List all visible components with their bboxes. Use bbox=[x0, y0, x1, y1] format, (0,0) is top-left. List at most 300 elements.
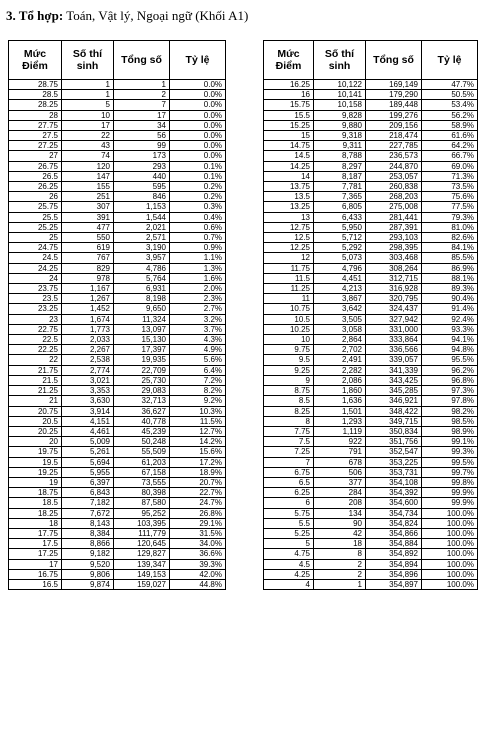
cell-score: 8.25 bbox=[264, 406, 314, 416]
table-row bbox=[264, 284, 478, 294]
cell-total: 29,083 bbox=[114, 386, 170, 396]
header-count: Số thí sinh bbox=[62, 41, 114, 80]
cell-count: 829 bbox=[62, 263, 114, 273]
header-ratio: Tỷ lệ bbox=[422, 41, 478, 80]
cell-total: 34 bbox=[114, 120, 170, 130]
cell-count: 1,452 bbox=[62, 304, 114, 314]
table-row bbox=[9, 539, 226, 549]
cell-ratio: 0.9% bbox=[170, 243, 226, 253]
cell-count: 2,538 bbox=[62, 355, 114, 365]
cell-ratio: 9.2% bbox=[170, 396, 226, 406]
cell-ratio: 0.0% bbox=[170, 141, 226, 151]
table-row bbox=[264, 579, 478, 589]
cell-count: 506 bbox=[314, 467, 366, 477]
cell-count: 2,267 bbox=[62, 345, 114, 355]
cell-total: 111,779 bbox=[114, 528, 170, 538]
cell-count: 3,630 bbox=[62, 396, 114, 406]
cell-count: 9,806 bbox=[62, 569, 114, 579]
table-body-right bbox=[264, 80, 478, 590]
cell-ratio: 8.2% bbox=[170, 386, 226, 396]
cell-ratio: 22.7% bbox=[170, 488, 226, 498]
table-row bbox=[9, 467, 226, 477]
cell-ratio: 100.0% bbox=[422, 528, 478, 538]
cell-total: 17 bbox=[114, 110, 170, 120]
cell-score: 9.75 bbox=[264, 345, 314, 355]
cell-score: 22.5 bbox=[9, 335, 62, 345]
cell-count: 10 bbox=[62, 110, 114, 120]
cell-count: 922 bbox=[314, 437, 366, 447]
cell-score: 4 bbox=[264, 579, 314, 589]
cell-ratio: 93.3% bbox=[422, 324, 478, 334]
cell-count: 3,914 bbox=[62, 406, 114, 416]
cell-count: 5,712 bbox=[314, 233, 366, 243]
cell-count: 2 bbox=[314, 559, 366, 569]
cell-count: 147 bbox=[62, 171, 114, 181]
cell-score: 24.25 bbox=[9, 263, 62, 273]
cell-ratio: 3.7% bbox=[170, 324, 226, 334]
cell-count: 619 bbox=[62, 243, 114, 253]
cell-score: 9 bbox=[264, 375, 314, 385]
cell-ratio: 99.7% bbox=[422, 467, 478, 477]
cell-ratio: 100.0% bbox=[422, 539, 478, 549]
cell-score: 23.5 bbox=[9, 294, 62, 304]
cell-ratio: 77.5% bbox=[422, 202, 478, 212]
cell-ratio: 24.7% bbox=[170, 498, 226, 508]
cell-total: 440 bbox=[114, 171, 170, 181]
cell-score: 10.25 bbox=[264, 324, 314, 334]
table-row bbox=[264, 498, 478, 508]
cell-total: 353,731 bbox=[366, 467, 422, 477]
cell-total: 353,225 bbox=[366, 457, 422, 467]
cell-score: 15 bbox=[264, 131, 314, 141]
cell-count: 1,501 bbox=[314, 406, 366, 416]
cell-score: 4.25 bbox=[264, 569, 314, 579]
cell-score: 13 bbox=[264, 212, 314, 222]
cell-ratio: 34.0% bbox=[170, 539, 226, 549]
cell-count: 2,774 bbox=[62, 365, 114, 375]
cell-total: 227,785 bbox=[366, 141, 422, 151]
cell-count: 1,674 bbox=[62, 314, 114, 324]
cell-count: 134 bbox=[314, 508, 366, 518]
cell-score: 27.5 bbox=[9, 131, 62, 141]
cell-score: 17.5 bbox=[9, 539, 62, 549]
cell-total: 15,130 bbox=[114, 335, 170, 345]
table-row bbox=[9, 498, 226, 508]
cell-total: 22,709 bbox=[114, 365, 170, 375]
cell-total: 36,627 bbox=[114, 406, 170, 416]
cell-count: 1 bbox=[62, 90, 114, 100]
cell-count: 155 bbox=[62, 182, 114, 192]
cell-ratio: 0.3% bbox=[170, 202, 226, 212]
cell-ratio: 2.0% bbox=[170, 284, 226, 294]
cell-score: 14 bbox=[264, 171, 314, 181]
table-row bbox=[264, 365, 478, 375]
cell-score: 23 bbox=[9, 314, 62, 324]
cell-score: 26.25 bbox=[9, 182, 62, 192]
cell-ratio: 58.9% bbox=[422, 120, 478, 130]
cell-total: 293 bbox=[114, 161, 170, 171]
cell-ratio: 85.5% bbox=[422, 253, 478, 263]
cell-total: 2,571 bbox=[114, 233, 170, 243]
table-row bbox=[264, 518, 478, 528]
cell-score: 27.75 bbox=[9, 120, 62, 130]
cell-count: 18 bbox=[314, 539, 366, 549]
table-row bbox=[264, 355, 478, 365]
cell-total: 354,896 bbox=[366, 569, 422, 579]
table-row bbox=[9, 324, 226, 334]
cell-count: 7,365 bbox=[314, 192, 366, 202]
cell-total: 67,158 bbox=[114, 467, 170, 477]
cell-ratio: 96.2% bbox=[422, 365, 478, 375]
cell-score: 23.75 bbox=[9, 284, 62, 294]
table-row bbox=[264, 294, 478, 304]
table-row bbox=[9, 549, 226, 559]
cell-ratio: 0.0% bbox=[170, 151, 226, 161]
cell-ratio: 92.4% bbox=[422, 314, 478, 324]
cell-count: 6,843 bbox=[62, 488, 114, 498]
cell-total: 1 bbox=[114, 80, 170, 90]
cell-total: 595 bbox=[114, 182, 170, 192]
cell-ratio: 69.0% bbox=[422, 161, 478, 171]
cell-ratio: 100.0% bbox=[422, 579, 478, 589]
table-row bbox=[264, 90, 478, 100]
cell-count: 477 bbox=[62, 222, 114, 232]
cell-score: 7.25 bbox=[264, 447, 314, 457]
cell-total: 236,573 bbox=[366, 151, 422, 161]
cell-count: 43 bbox=[62, 141, 114, 151]
cell-score: 5.5 bbox=[264, 518, 314, 528]
cell-score: 15.75 bbox=[264, 100, 314, 110]
cell-ratio: 5.6% bbox=[170, 355, 226, 365]
cell-ratio: 0.0% bbox=[170, 100, 226, 110]
cell-score: 28.75 bbox=[9, 80, 62, 90]
cell-ratio: 1.3% bbox=[170, 263, 226, 273]
table-row bbox=[9, 151, 226, 161]
cell-score: 5.75 bbox=[264, 508, 314, 518]
table-row bbox=[9, 314, 226, 324]
cell-score: 21.5 bbox=[9, 375, 62, 385]
cell-count: 9,520 bbox=[62, 559, 114, 569]
cell-ratio: 0.0% bbox=[170, 80, 226, 90]
cell-total: 5,764 bbox=[114, 273, 170, 283]
table-row bbox=[9, 386, 226, 396]
cell-score: 8 bbox=[264, 416, 314, 426]
cell-score: 28.5 bbox=[9, 90, 62, 100]
cell-count: 9,182 bbox=[62, 549, 114, 559]
header-score: Mức Điểm bbox=[9, 41, 62, 80]
table-row bbox=[264, 171, 478, 181]
cell-ratio: 73.5% bbox=[422, 182, 478, 192]
cell-total: 354,894 bbox=[366, 559, 422, 569]
cell-total: 17,397 bbox=[114, 345, 170, 355]
cell-total: 354,884 bbox=[366, 539, 422, 549]
table-body-left bbox=[9, 80, 226, 590]
table-row bbox=[9, 355, 226, 365]
cell-total: 333,864 bbox=[366, 335, 422, 345]
table-row bbox=[9, 518, 226, 528]
cell-count: 4,151 bbox=[62, 416, 114, 426]
cell-score: 14.5 bbox=[264, 151, 314, 161]
table-row bbox=[9, 528, 226, 538]
table-row bbox=[264, 375, 478, 385]
cell-total: 169,149 bbox=[366, 80, 422, 90]
cell-total: 354,897 bbox=[366, 579, 422, 589]
table-row bbox=[9, 477, 226, 487]
table-row bbox=[9, 110, 226, 120]
cell-score: 13.25 bbox=[264, 202, 314, 212]
table-row bbox=[9, 457, 226, 467]
cell-ratio: 64.2% bbox=[422, 141, 478, 151]
cell-ratio: 3.2% bbox=[170, 314, 226, 324]
cell-score: 15.5 bbox=[264, 110, 314, 120]
cell-total: 354,600 bbox=[366, 498, 422, 508]
cell-total: 1,544 bbox=[114, 212, 170, 222]
cell-ratio: 96.8% bbox=[422, 375, 478, 385]
cell-total: 354,392 bbox=[366, 488, 422, 498]
table-row bbox=[264, 569, 478, 579]
cell-score: 12 bbox=[264, 253, 314, 263]
cell-score: 6.5 bbox=[264, 477, 314, 487]
cell-total: 293,103 bbox=[366, 233, 422, 243]
cell-ratio: 44.8% bbox=[170, 579, 226, 589]
cell-total: 354,108 bbox=[366, 477, 422, 487]
table-row bbox=[9, 508, 226, 518]
cell-score: 21.75 bbox=[9, 365, 62, 375]
cell-count: 17 bbox=[62, 120, 114, 130]
cell-score: 20.25 bbox=[9, 426, 62, 436]
table-row bbox=[264, 192, 478, 202]
table-row bbox=[264, 559, 478, 569]
cell-score: 18.25 bbox=[9, 508, 62, 518]
cell-count: 22 bbox=[62, 131, 114, 141]
table-row bbox=[264, 396, 478, 406]
cell-score: 22 bbox=[9, 355, 62, 365]
table-row bbox=[9, 304, 226, 314]
cell-count: 9,874 bbox=[62, 579, 114, 589]
table-row bbox=[264, 539, 478, 549]
table-row bbox=[9, 202, 226, 212]
cell-ratio: 98.9% bbox=[422, 426, 478, 436]
table-header-row bbox=[264, 41, 478, 80]
cell-total: 45,239 bbox=[114, 426, 170, 436]
cell-total: 354,734 bbox=[366, 508, 422, 518]
cell-count: 3,353 bbox=[62, 386, 114, 396]
cell-ratio: 7.2% bbox=[170, 375, 226, 385]
table-row bbox=[9, 192, 226, 202]
cell-ratio: 99.8% bbox=[422, 477, 478, 487]
table-row bbox=[9, 426, 226, 436]
cell-score: 26 bbox=[9, 192, 62, 202]
table-row bbox=[264, 416, 478, 426]
cell-total: 303,468 bbox=[366, 253, 422, 263]
cell-ratio: 100.0% bbox=[422, 549, 478, 559]
cell-count: 3,505 bbox=[314, 314, 366, 324]
cell-total: 159,027 bbox=[114, 579, 170, 589]
table-row bbox=[9, 375, 226, 385]
cell-score: 24 bbox=[9, 273, 62, 283]
cell-total: 103,395 bbox=[114, 518, 170, 528]
cell-ratio: 20.7% bbox=[170, 477, 226, 487]
cell-score: 11.5 bbox=[264, 273, 314, 283]
table-row bbox=[264, 233, 478, 243]
cell-ratio: 82.6% bbox=[422, 233, 478, 243]
cell-count: 767 bbox=[62, 253, 114, 263]
cell-total: 348,422 bbox=[366, 406, 422, 416]
cell-count: 5,950 bbox=[314, 222, 366, 232]
cell-score: 4.75 bbox=[264, 549, 314, 559]
cell-score: 24.75 bbox=[9, 243, 62, 253]
table-row bbox=[9, 131, 226, 141]
cell-total: 312,715 bbox=[366, 273, 422, 283]
cell-ratio: 0.1% bbox=[170, 171, 226, 181]
cell-total: 129,827 bbox=[114, 549, 170, 559]
cell-ratio: 4.9% bbox=[170, 345, 226, 355]
cell-total: 354,824 bbox=[366, 518, 422, 528]
cell-total: 268,203 bbox=[366, 192, 422, 202]
cell-total: 343,425 bbox=[366, 375, 422, 385]
table-row bbox=[264, 80, 478, 90]
cell-total: 19,935 bbox=[114, 355, 170, 365]
table-row bbox=[9, 182, 226, 192]
cell-count: 5,009 bbox=[62, 437, 114, 447]
table-row bbox=[9, 120, 226, 130]
cell-total: 25,730 bbox=[114, 375, 170, 385]
cell-count: 5,292 bbox=[314, 243, 366, 253]
cell-score: 17.75 bbox=[9, 528, 62, 538]
header-count: Số thí sinh bbox=[314, 41, 366, 80]
cell-total: 32,713 bbox=[114, 396, 170, 406]
table-row bbox=[264, 253, 478, 263]
cell-score: 25 bbox=[9, 233, 62, 243]
cell-total: 13,097 bbox=[114, 324, 170, 334]
cell-ratio: 17.2% bbox=[170, 457, 226, 467]
cell-total: 336,566 bbox=[366, 345, 422, 355]
table-row bbox=[9, 243, 226, 253]
cell-count: 2 bbox=[314, 569, 366, 579]
cell-score: 21 bbox=[9, 396, 62, 406]
cell-total: 350,834 bbox=[366, 426, 422, 436]
cell-ratio: 99.9% bbox=[422, 498, 478, 508]
cell-score: 27 bbox=[9, 151, 62, 161]
table-row bbox=[9, 161, 226, 171]
cell-ratio: 15.6% bbox=[170, 447, 226, 457]
table-row bbox=[9, 345, 226, 355]
table-row bbox=[9, 284, 226, 294]
table-row bbox=[9, 365, 226, 375]
cell-ratio: 61.6% bbox=[422, 131, 478, 141]
cell-ratio: 0.1% bbox=[170, 161, 226, 171]
cell-count: 1,119 bbox=[314, 426, 366, 436]
cell-total: 50,248 bbox=[114, 437, 170, 447]
cell-count: 2,086 bbox=[314, 375, 366, 385]
cell-count: 120 bbox=[62, 161, 114, 171]
table-row bbox=[264, 100, 478, 110]
cell-count: 9,828 bbox=[314, 110, 366, 120]
cell-count: 5,073 bbox=[314, 253, 366, 263]
cell-count: 8,384 bbox=[62, 528, 114, 538]
cell-count: 1,773 bbox=[62, 324, 114, 334]
cell-ratio: 75.6% bbox=[422, 192, 478, 202]
cell-count: 74 bbox=[62, 151, 114, 161]
cell-score: 5 bbox=[264, 539, 314, 549]
cell-ratio: 1.6% bbox=[170, 273, 226, 283]
cell-ratio: 0.2% bbox=[170, 192, 226, 202]
cell-count: 4,451 bbox=[314, 273, 366, 283]
cell-score: 9.5 bbox=[264, 355, 314, 365]
cell-ratio: 0.0% bbox=[170, 110, 226, 120]
table-row bbox=[264, 243, 478, 253]
cell-ratio: 26.8% bbox=[170, 508, 226, 518]
cell-total: 298,395 bbox=[366, 243, 422, 253]
cell-ratio: 91.4% bbox=[422, 304, 478, 314]
cell-score: 6.75 bbox=[264, 467, 314, 477]
cell-total: 324,437 bbox=[366, 304, 422, 314]
cell-score: 27.25 bbox=[9, 141, 62, 151]
cell-total: 320,795 bbox=[366, 294, 422, 304]
cell-count: 8 bbox=[314, 549, 366, 559]
cell-ratio: 29.1% bbox=[170, 518, 226, 528]
cell-count: 7,781 bbox=[314, 182, 366, 192]
cell-ratio: 0.6% bbox=[170, 222, 226, 232]
cell-count: 1,860 bbox=[314, 386, 366, 396]
cell-count: 1,267 bbox=[62, 294, 114, 304]
table-row bbox=[264, 263, 478, 273]
cell-ratio: 11.5% bbox=[170, 416, 226, 426]
table-row bbox=[264, 141, 478, 151]
cell-score: 14.25 bbox=[264, 161, 314, 171]
table-row bbox=[264, 345, 478, 355]
table-row bbox=[264, 508, 478, 518]
cell-score: 10.75 bbox=[264, 304, 314, 314]
cell-score: 24.5 bbox=[9, 253, 62, 263]
table-row bbox=[264, 324, 478, 334]
cell-score: 19.5 bbox=[9, 457, 62, 467]
cell-ratio: 99.9% bbox=[422, 488, 478, 498]
table-row bbox=[9, 579, 226, 589]
cell-total: 345,285 bbox=[366, 386, 422, 396]
cell-total: 8,198 bbox=[114, 294, 170, 304]
cell-score: 13.75 bbox=[264, 182, 314, 192]
cell-ratio: 6.4% bbox=[170, 365, 226, 375]
score-table-right bbox=[263, 40, 478, 590]
cell-ratio: 90.4% bbox=[422, 294, 478, 304]
cell-ratio: 88.1% bbox=[422, 273, 478, 283]
cell-total: 149,153 bbox=[114, 569, 170, 579]
table-row bbox=[264, 488, 478, 498]
cell-total: 218,474 bbox=[366, 131, 422, 141]
cell-ratio: 79.3% bbox=[422, 212, 478, 222]
cell-score: 23.25 bbox=[9, 304, 62, 314]
cell-score: 22.75 bbox=[9, 324, 62, 334]
table-row bbox=[264, 477, 478, 487]
table-row bbox=[264, 202, 478, 212]
cell-count: 8,866 bbox=[62, 539, 114, 549]
table-row bbox=[9, 416, 226, 426]
cell-total: 253,057 bbox=[366, 171, 422, 181]
cell-total: 3,190 bbox=[114, 243, 170, 253]
cell-count: 6,433 bbox=[314, 212, 366, 222]
cell-ratio: 86.9% bbox=[422, 263, 478, 273]
cell-score: 5.25 bbox=[264, 528, 314, 538]
cell-total: 9,650 bbox=[114, 304, 170, 314]
cell-score: 28.25 bbox=[9, 100, 62, 110]
cell-score: 19 bbox=[9, 477, 62, 487]
cell-score: 19.75 bbox=[9, 447, 62, 457]
section-label: 3. Tổ hợp: bbox=[6, 8, 64, 23]
cell-count: 2,491 bbox=[314, 355, 366, 365]
cell-score: 7.75 bbox=[264, 426, 314, 436]
cell-total: 189,448 bbox=[366, 100, 422, 110]
